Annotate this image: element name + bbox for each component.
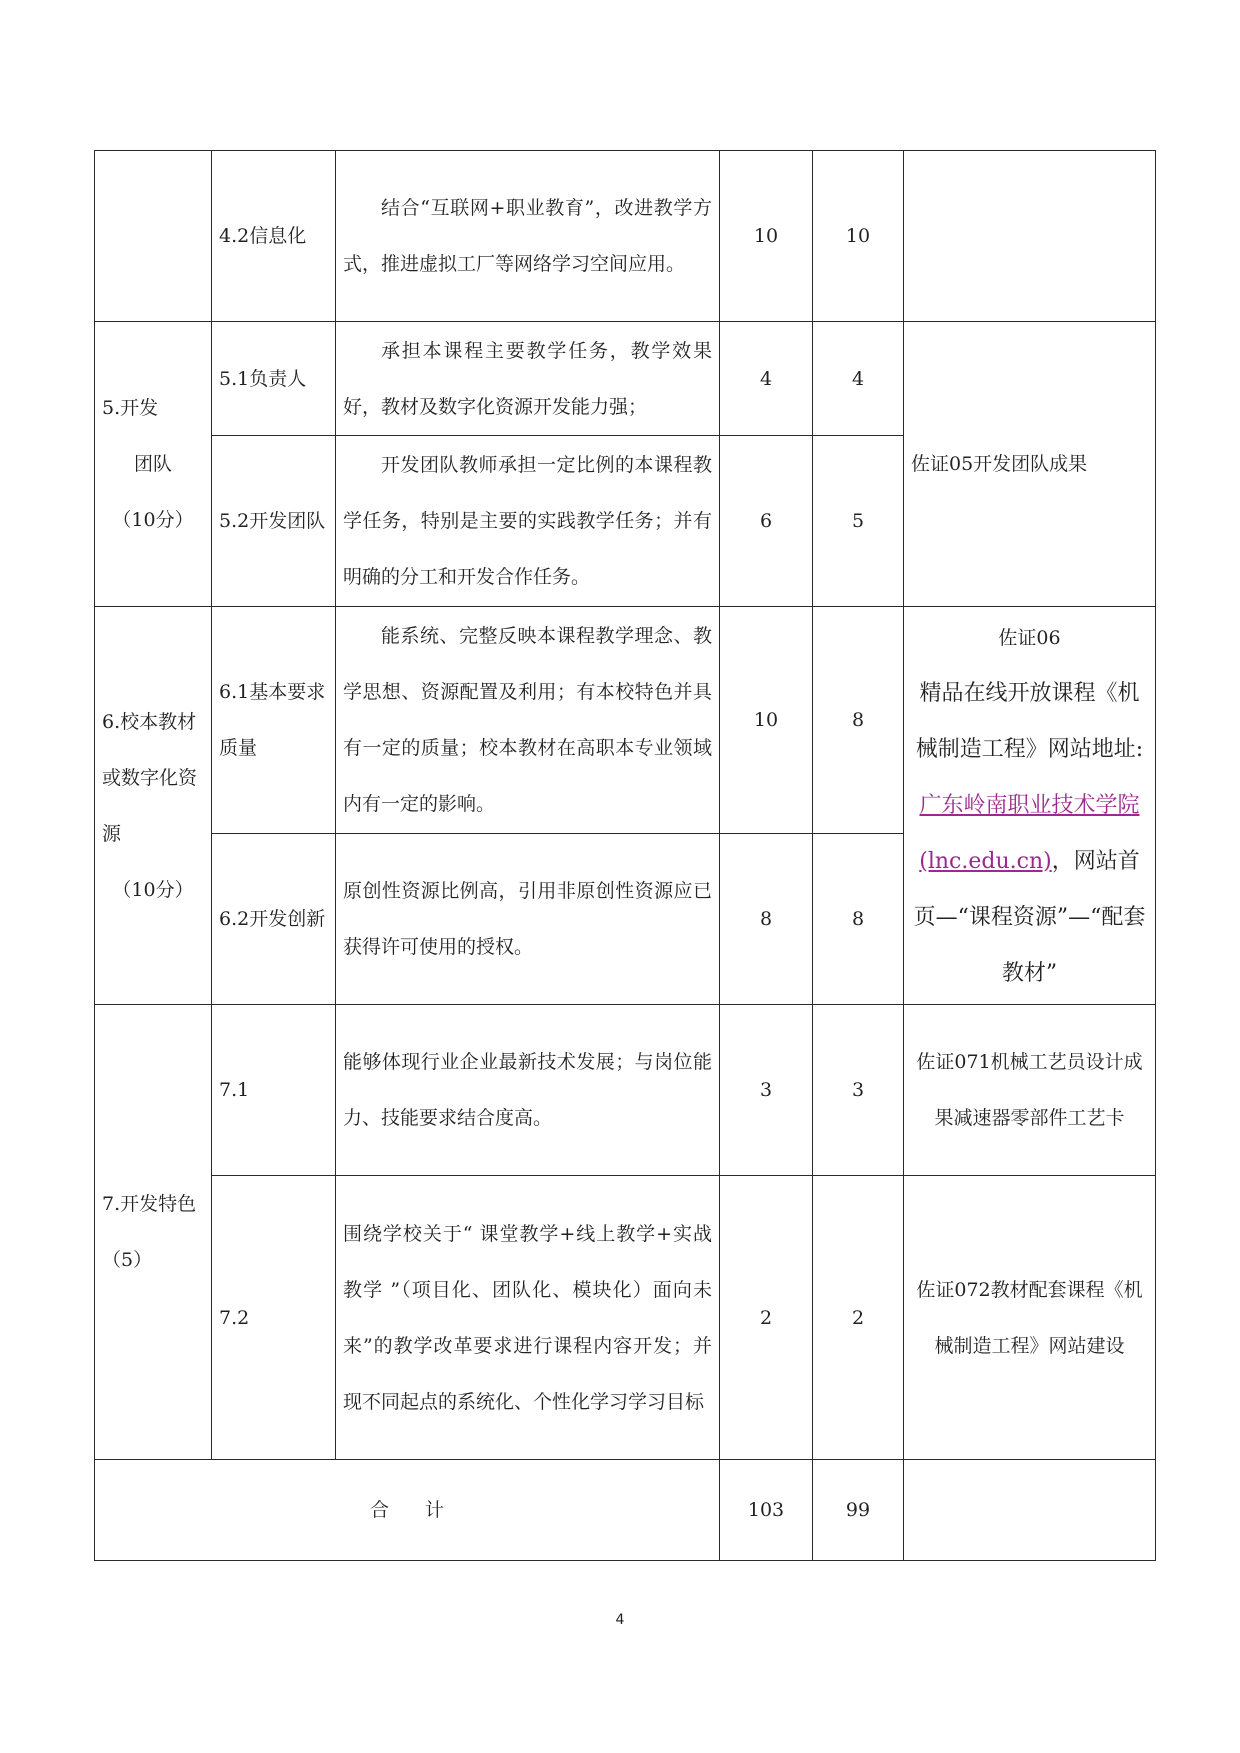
course-website-link[interactable]: 广东岭南职业技术学院 (lnc.edu.cn): [919, 792, 1140, 874]
evidence-body: [911, 666, 1148, 1002]
description-cell: 原创性资源比例高，引用非原创性资源应已获得许可使用的授权。: [336, 834, 720, 1005]
score-cell: 8: [813, 834, 904, 1005]
score-cell: 5: [813, 436, 904, 607]
full-score-cell: 6: [720, 436, 813, 607]
full-score-cell: 4: [720, 322, 813, 436]
score-cell: 4: [813, 322, 904, 436]
total-label-b: 计: [425, 1499, 445, 1521]
evidence-cell-7-2: 佐证072教材配套课程《机械制造工程》网站建设: [904, 1176, 1156, 1460]
item-cell: 5.1负责人: [212, 322, 336, 436]
item-cell: 5.2开发团队: [212, 436, 336, 607]
table-row-total: [95, 1460, 1156, 1561]
evidence-text-pre: 精品在线开放课程《机械制造工程》网站地址:: [915, 680, 1144, 762]
description-cell: 围绕学校关于“ 课堂教学+线上教学+实战教学 ”（项目化、团队化、模块化）面向未来”的教学改革要求进行课程内容开发；并现不同起点的系统化、个性化学习学习目标: [336, 1176, 720, 1460]
group-label-6-main: 6.校本教材或数字化资源: [102, 710, 198, 845]
group-label-5-line1: 5.开发: [102, 397, 159, 419]
full-score-cell: 3: [720, 1005, 813, 1176]
evidence-cell-6: [904, 607, 1156, 1005]
table-row-7-2: [95, 1176, 1156, 1460]
total-label: [95, 1460, 720, 1561]
full-score-cell: 2: [720, 1176, 813, 1460]
table-row-6-1: [95, 607, 1156, 834]
full-score-cell: 10: [720, 151, 813, 322]
total-evidence-empty: [904, 1460, 1156, 1561]
group-label-6-score: （10分）: [112, 878, 194, 901]
group-label-5: [95, 322, 212, 607]
item-cell: 4.2信息化: [212, 151, 336, 322]
total-full-score: 103: [720, 1460, 813, 1561]
item-cell: 6.1基本要求质量: [212, 607, 336, 834]
total-label-a: 合: [369, 1499, 389, 1521]
full-score-cell: 8: [720, 834, 813, 1005]
full-score-cell: 10: [720, 607, 813, 834]
item-cell: 6.2开发创新: [212, 834, 336, 1005]
evidence-cell-empty: [904, 151, 1156, 322]
group-label-5-line2: 团队: [133, 453, 172, 475]
page-number: 4: [615, 1612, 625, 1628]
total-score: 99: [813, 1460, 904, 1561]
table-row-7-1: [95, 1005, 1156, 1176]
table-row-5-1: [95, 322, 1156, 436]
score-cell: 10: [813, 151, 904, 322]
description-cell: 开发团队教师承担一定比例的本课程教学任务，特别是主要的实践教学任务；并有明确的分工和开发合作任务。: [336, 436, 720, 607]
group-label-5-line3: （10分）: [112, 509, 194, 531]
description-cell: 能够体现行业企业最新技术发展；与岗位能力、技能要求结合度高。: [336, 1005, 720, 1176]
evidence-text-post: ，网站首页—“课程资源”—“配套教材”: [913, 848, 1146, 986]
table-row-4-2: [95, 151, 1156, 322]
evidence-title: 佐证06: [998, 626, 1061, 649]
evaluation-table: [94, 150, 1156, 1561]
evidence-cell-7-1: 佐证071机械工艺员设计成果减速器零部件工艺卡: [904, 1005, 1156, 1176]
item-cell: 7.1: [212, 1005, 336, 1176]
description-cell: 承担本课程主要教学任务，教学效果好，教材及数字化资源开发能力强；: [336, 322, 720, 436]
score-cell: 2: [813, 1176, 904, 1460]
group-cell-empty: [95, 151, 212, 322]
group-label-6: [95, 607, 212, 1005]
description-cell: 能系统、完整反映本课程教学理念、教学思想、资源配置及利用；有本校特色并具有一定的质量；校本教材在高职本专业领域内有一定的影响。: [336, 607, 720, 834]
score-cell: 8: [813, 607, 904, 834]
description-cell: 结合“互联网+职业教育”，改进教学方式，推进虚拟工厂等网络学习空间应用。: [336, 151, 720, 322]
group-label-7: 7.开发特色（5）: [95, 1005, 212, 1460]
item-cell: 7.2: [212, 1176, 336, 1460]
evidence-cell-5: 佐证05开发团队成果: [904, 322, 1156, 607]
score-cell: 3: [813, 1005, 904, 1176]
